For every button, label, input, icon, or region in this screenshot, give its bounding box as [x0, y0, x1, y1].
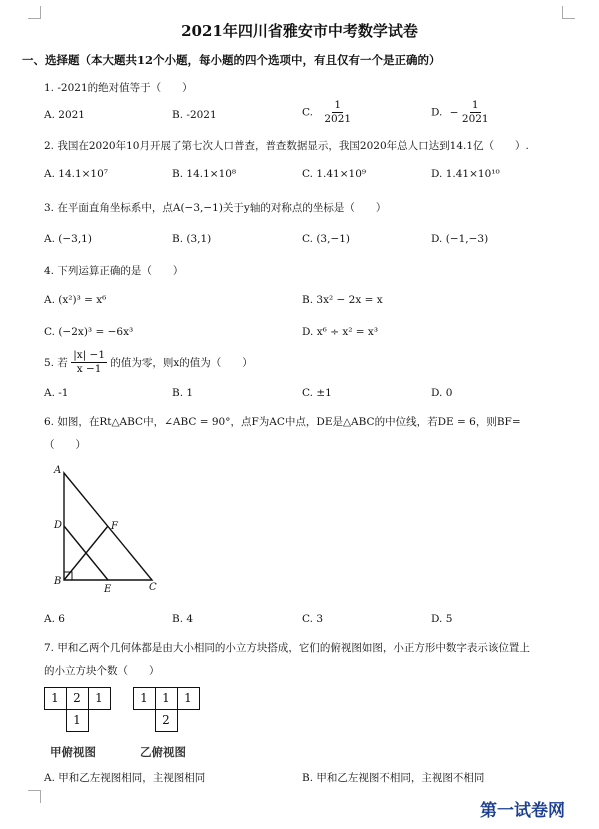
grid-cell-empty [177, 709, 200, 732]
q7-stem-line1: 7. 甲和乙两个几何体都是由大小相同的小立方块搭成，它们的俯视图如图，小正方形中数字表示该位置上 [44, 642, 530, 654]
q2-option-c: C. 1.41×10⁹ [302, 168, 367, 180]
q4-option-b: B. 3x² − 2x = x [302, 294, 383, 306]
q4-option-d: D. x⁶ ÷ x² = x³ [302, 326, 379, 338]
q4-stem: 4. 下列运算正确的是（ ） [44, 265, 184, 277]
right-grid-caption: 乙俯视图 [140, 745, 186, 759]
grid-cell: 1 [88, 687, 111, 710]
q3-option-d: D. (−1,−3) [431, 233, 489, 245]
q2-option-a: A. 14.1×10⁷ [44, 168, 109, 180]
q5-option-a: A. -1 [44, 387, 69, 399]
q6-option-b: B. 4 [172, 613, 194, 625]
q5-option-b: B. 1 [172, 387, 194, 399]
q5-option-d: D. 0 [431, 387, 453, 399]
page-title: 2021年四川省雅安市中考数学试卷 [181, 22, 418, 40]
q1-option-b: B. -2021 [172, 109, 217, 121]
crop-mark [28, 6, 41, 19]
point-label-d: D [54, 520, 63, 531]
q2-stem: 2. 我国在2020年10月开展了第七次人口普查，普查数据显示，我国2020年总人口达到14.1亿（ ）. [44, 140, 529, 152]
grid-cell: 1 [44, 687, 67, 710]
q1-option-a: A. 2021 [44, 109, 85, 121]
grid-cell: 2 [66, 687, 89, 710]
q4-option-c: C. (−2x)³ = −6x³ [44, 326, 134, 338]
grid-cell-empty [88, 709, 111, 732]
q6-option-d: D. 5 [431, 613, 453, 625]
q5-option-c: C. ±1 [302, 387, 332, 399]
point-label-a: A [54, 465, 62, 476]
q3-option-b: B. (3,1) [172, 233, 212, 245]
q3-stem: 3. 在平面直角坐标系中，点A(−3,−1)关于y轴的对称点的坐标是（ ） [44, 202, 387, 214]
grid-cell: 1 [155, 687, 178, 710]
left-top-view-grid [44, 687, 110, 731]
grid-cell-empty [44, 709, 67, 732]
grid-cell: 1 [133, 687, 156, 710]
triangle-figure [44, 460, 164, 595]
q1-option-c: C. $\frac{1}{2021}$ [302, 99, 352, 125]
q5-stem: 5. 若 $\frac{|x| -1}{x -1}$ 的值为零，则x的值为（ ） [44, 349, 253, 375]
q7-stem-line2: 的小立方块个数（ ） [44, 665, 160, 677]
point-label-c: C [149, 582, 157, 593]
right-top-view-grid [133, 687, 199, 731]
q1-option-d: D. − $\frac{1}{2021}$ [431, 99, 489, 125]
grid-cell-empty [133, 709, 156, 732]
q2-option-d: D. 1.41×10¹⁰ [431, 168, 500, 180]
q6-paren: （ ） [44, 439, 86, 451]
crop-mark [28, 790, 41, 803]
brand-watermark: 第一试卷网 [480, 801, 565, 821]
point-label-e: E [104, 584, 112, 595]
q7-option-b: B. 甲和乙左视图不相同，主视图不相同 [302, 772, 485, 784]
left-grid-caption: 甲俯视图 [50, 745, 96, 759]
q6-stem: 6. 如图，在Rt△ABC中，∠ABC = 90°，点F为AC中点，DE是△ABC的中位线，若DE = 6，则BF= [44, 416, 521, 428]
q2-option-b: B. 14.1×10⁸ [172, 168, 237, 180]
point-label-f: F [111, 521, 118, 532]
grid-cell: 1 [177, 687, 200, 710]
q6-option-a: A. 6 [44, 613, 65, 625]
crop-mark [562, 6, 575, 19]
section-heading: 一、选择题（本大题共12个小题，每小题的四个选项中，有且仅有一个是正确的） [22, 53, 441, 67]
q4-option-a: A. (x²)³ = x⁶ [44, 294, 107, 306]
q7-option-a: A. 甲和乙左视图相同，主视图相同 [44, 772, 206, 784]
point-label-b: B [54, 576, 62, 587]
q3-option-c: C. (3,−1) [302, 233, 351, 245]
grid-cell: 2 [155, 709, 178, 732]
q3-option-a: A. (−3,1) [44, 233, 92, 245]
q1-stem: 1. -2021的绝对值等于（ ） [44, 82, 193, 94]
grid-cell: 1 [66, 709, 89, 732]
q6-option-c: C. 3 [302, 613, 324, 625]
